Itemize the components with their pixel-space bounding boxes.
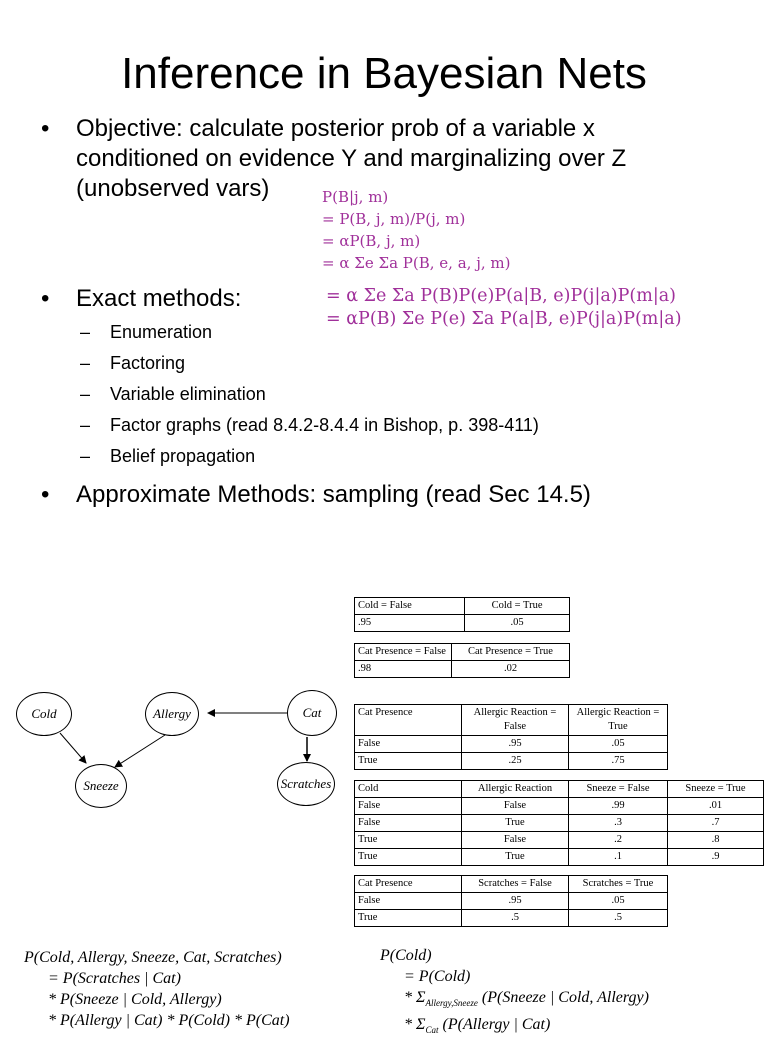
marginal-block (380, 945, 649, 1041)
cpt-sneeze-cell: .7 (668, 815, 764, 832)
cpt-sneeze-cell: True (355, 832, 462, 849)
cpt-cat-cell: .98 (355, 661, 452, 678)
cpt-allergy-cell: .25 (462, 753, 569, 770)
cpt-cold-header: Cold = False (355, 598, 465, 615)
formula-line-1: P(B|j, m) (322, 188, 389, 206)
marginal-line-3 (380, 987, 649, 1014)
cpt-allergy-cell: .95 (462, 736, 569, 753)
formula-line-5: = α Σe Σa P(B)P(e)P(a|B, e)P(j|a)P(m|a) (326, 286, 676, 306)
node-sneeze: Sneeze (75, 764, 127, 808)
exact-methods-label: Exact methods: (76, 285, 242, 312)
cpt-allergy-cell: .75 (569, 753, 668, 770)
cpt-sneeze-cell: True (462, 815, 569, 832)
sub-dash: – (80, 353, 91, 373)
cpt-allergy-cell: .05 (569, 736, 668, 753)
cpt-scratches-cell: .5 (569, 910, 668, 927)
cpt-sneeze-cell: False (355, 798, 462, 815)
sub-item-label: Belief propagation (110, 446, 256, 466)
joint-line-3: * P(Sneeze | Cold, Allergy) (48, 991, 222, 1008)
cpt-sneeze-cell: .1 (569, 849, 668, 866)
sub-item-label: Variable elimination (110, 384, 266, 404)
sub-item-label: Factor graphs (read 8.4.2-8.4.4 in Bishop, p. 398-411) (110, 415, 539, 435)
cpt-scratches-cell: .5 (462, 910, 569, 927)
cpt-cold-header: Cold = True (465, 598, 570, 615)
cpt-sneeze-cell: False (355, 815, 462, 832)
joint-probability-block (24, 947, 290, 1031)
bullet-dot: • (41, 481, 50, 508)
cpt-sneeze-cell: .8 (668, 832, 764, 849)
cpt-allergy-header: Allergic Reaction = False (462, 705, 569, 736)
joint-line-1: P(Cold, Allergy, Sneeze, Cat, Scratches) (24, 949, 282, 966)
sum-subscript: Allergy,Sneeze (425, 998, 478, 1009)
sum-symbol: * Σ (404, 989, 426, 1006)
cpt-sneeze-cell: False (462, 798, 569, 815)
node-cat: Cat (287, 690, 337, 736)
cpt-scratches-header: Cat Presence (355, 876, 462, 893)
sub-item-label: Factoring (110, 353, 186, 373)
cpt-cold-cell: .95 (355, 615, 465, 632)
cpt-scratches-cell: False (355, 893, 462, 910)
objective-line-3: (unobserved vars) (76, 175, 270, 202)
cpt-sneeze-cell: .3 (569, 815, 668, 832)
formula-line-3: = αP(B, j, m) (322, 232, 421, 250)
cpt-cold-cell: .05 (465, 615, 570, 632)
marginal-line-1: P(Cold) (380, 947, 432, 964)
cpt-scratches-cell: True (355, 910, 462, 927)
cpt-allergy-cell: True (355, 753, 462, 770)
cpt-sneeze-cell: .01 (668, 798, 764, 815)
cpt-sneeze-header: Allergic Reaction (462, 781, 569, 798)
cpt-allergy-header: Cat Presence (355, 705, 462, 736)
cpt-sneeze-cell: True (462, 849, 569, 866)
cpt-sneeze-cell: True (355, 849, 462, 866)
approximate-methods-label: Approximate Methods: sampling (read Sec 14.5) (76, 481, 591, 508)
sub-dash: – (80, 446, 91, 466)
cpt-allergy-cell: False (355, 736, 462, 753)
formula-line-2: = P(B, j, m)/P(j, m) (322, 210, 466, 228)
cpt-sneeze-cell: .9 (668, 849, 764, 866)
cpt-sneeze-cell: False (462, 832, 569, 849)
formula-line-4: = α Σe Σa P(B, e, a, j, m) (322, 254, 511, 272)
bullet-dot: • (41, 285, 50, 312)
cpt-scratches-cell: .95 (462, 893, 569, 910)
cpt-cat-header: Cat Presence = False (355, 644, 452, 661)
bullet-dot: • (41, 115, 50, 142)
cpt-sneeze-header: Sneeze = True (668, 781, 764, 798)
marginal-term: (P(Sneeze | Cold, Allergy) (481, 989, 649, 1006)
cpt-scratches-header: Scratches = True (569, 876, 668, 893)
cpt-sneeze-cell: .2 (569, 832, 668, 849)
joint-line-4: * P(Allergy | Cat) * P(Cold) * P(Cat) (48, 1012, 290, 1029)
sub-dash: – (80, 415, 91, 435)
cpt-scratches-cell: .05 (569, 893, 668, 910)
cpt-scratches-header: Scratches = False (462, 876, 569, 893)
cpt-sneeze-header: Cold (355, 781, 462, 798)
sum-symbol: * Σ (404, 1016, 426, 1034)
sub-dash: – (80, 322, 91, 342)
cpt-allergy-header: Allergic Reaction = True (569, 705, 668, 736)
cpt-sneeze-header: Sneeze = False (569, 781, 668, 798)
objective-line-2: conditioned on evidence Y and marginalizing over Z (76, 145, 627, 172)
sub-item-label: Enumeration (110, 322, 213, 342)
edge-cold-sneeze (60, 733, 86, 763)
cpt-cat-header: Cat Presence = True (452, 644, 570, 661)
node-cold: Cold (16, 692, 72, 736)
cpt-cat-cell: .02 (452, 661, 570, 678)
joint-line-2: = P(Scratches | Cat) (48, 970, 181, 987)
marginal-line-2: = P(Cold) (404, 968, 471, 985)
formula-line-6: = αP(B) Σe P(e) Σa P(a|B, e)P(j|a)P(m|a) (326, 309, 682, 329)
marginal-term: (P(Allergy | Cat) (442, 1016, 551, 1034)
sub-dash: – (80, 384, 91, 404)
slide-title: Inference in Bayesian Nets (121, 49, 647, 98)
marginal-line-4 (380, 1014, 649, 1041)
edge-allergy-sneeze (115, 735, 165, 767)
sum-subscript: Cat (425, 1025, 439, 1036)
node-allergy: Allergy (145, 692, 199, 736)
node-scratches: Scratches (277, 762, 335, 806)
cpt-sneeze-cell: .99 (569, 798, 668, 815)
objective-line-1: Objective: calculate posterior prob of a variable x (76, 115, 595, 142)
